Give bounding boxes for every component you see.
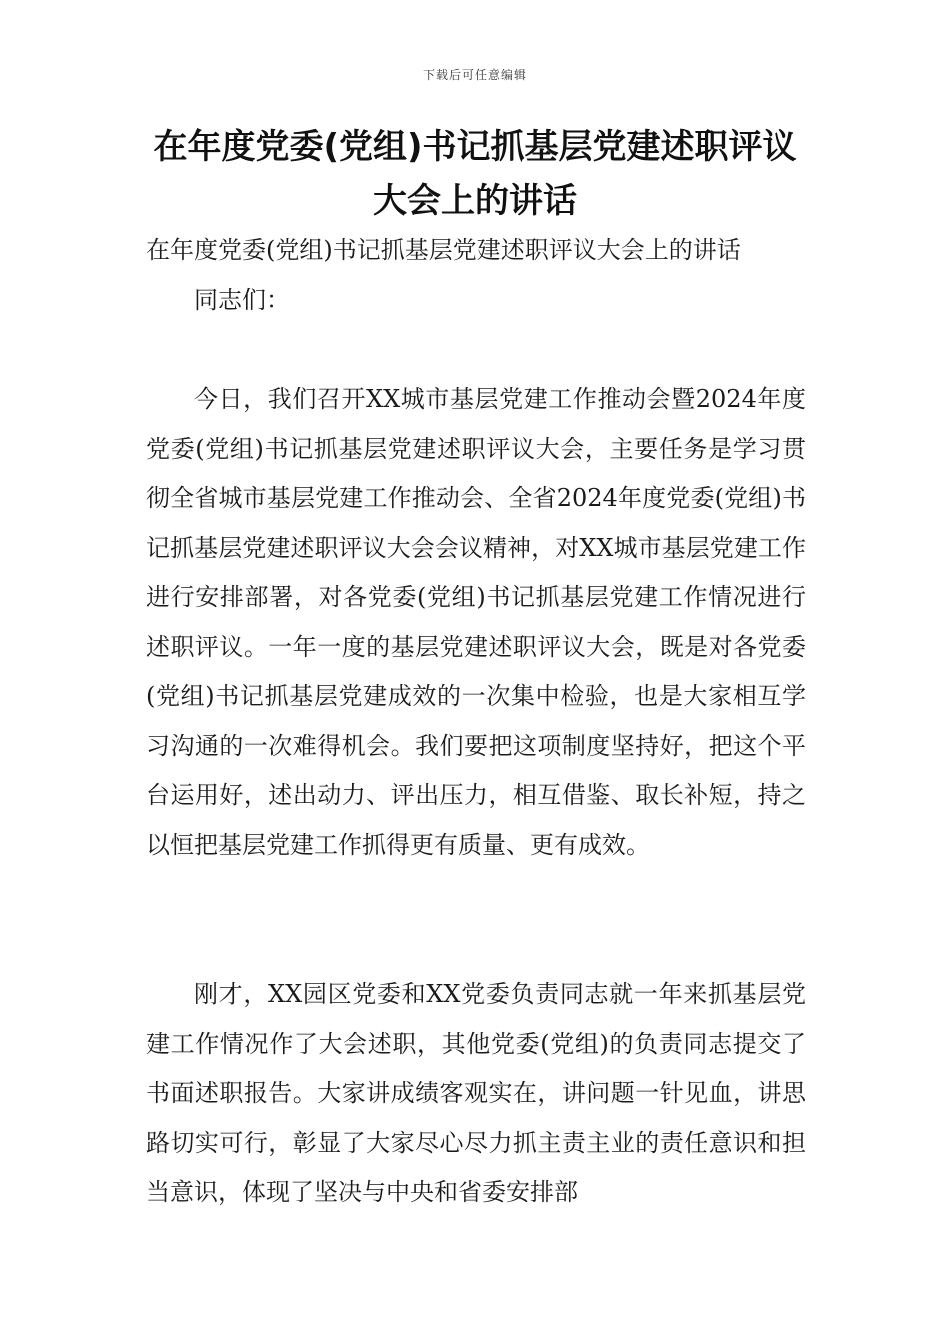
header-note: 下载后可任意编辑 [422, 68, 527, 82]
document-title: 在年度党委(党组)书记抓基层党建述职评议大会上的讲话 [153, 127, 797, 221]
paragraph: 刚才，XX园区党委和XX党委负责同志就一年来抓基层党建工作情况作了大会述职，其他党委(党组)的负责同志提交了书面述职报告。大家讲成绩客观实在，讲问题一针见血，讲思路切实可行，彰显了大家尽心尽力抓主责主业的责任意识和担当意识，体现了坚决与中央和省委安排部 [146, 980, 806, 1206]
subtitle-line: 在年度党委(党组)书记抓基层党建述职评议大会上的讲话 [146, 236, 741, 264]
paragraph: 今日，我们召开XX城市基层党建工作推动会暨2024年度党委(党组)书记抓基层党建述职评议大会，主要任务是学习贯彻全省城市基层党建工作推动会、全省2024年度党委(党组)书记抓基层党建述职评议大会会议精神，对XX城市基层党建工作进行安排部署，对各党委(党组)书记抓基层党建工作情况进行述职评议。一年一度的基层党建述职评议大会，既是对各党委(党组)书记抓基层党建成效的一次集中检验，也是大家相互学习沟通的一次难得机会。我们要把这项制度坚持好，把这个平台运用好，述出动力、评出压力，相互借鉴、取长补短，持之以恒把基层党建工作抓得更有质量、更有成效。 [146, 385, 806, 859]
salutation: 同志们： [194, 286, 290, 314]
